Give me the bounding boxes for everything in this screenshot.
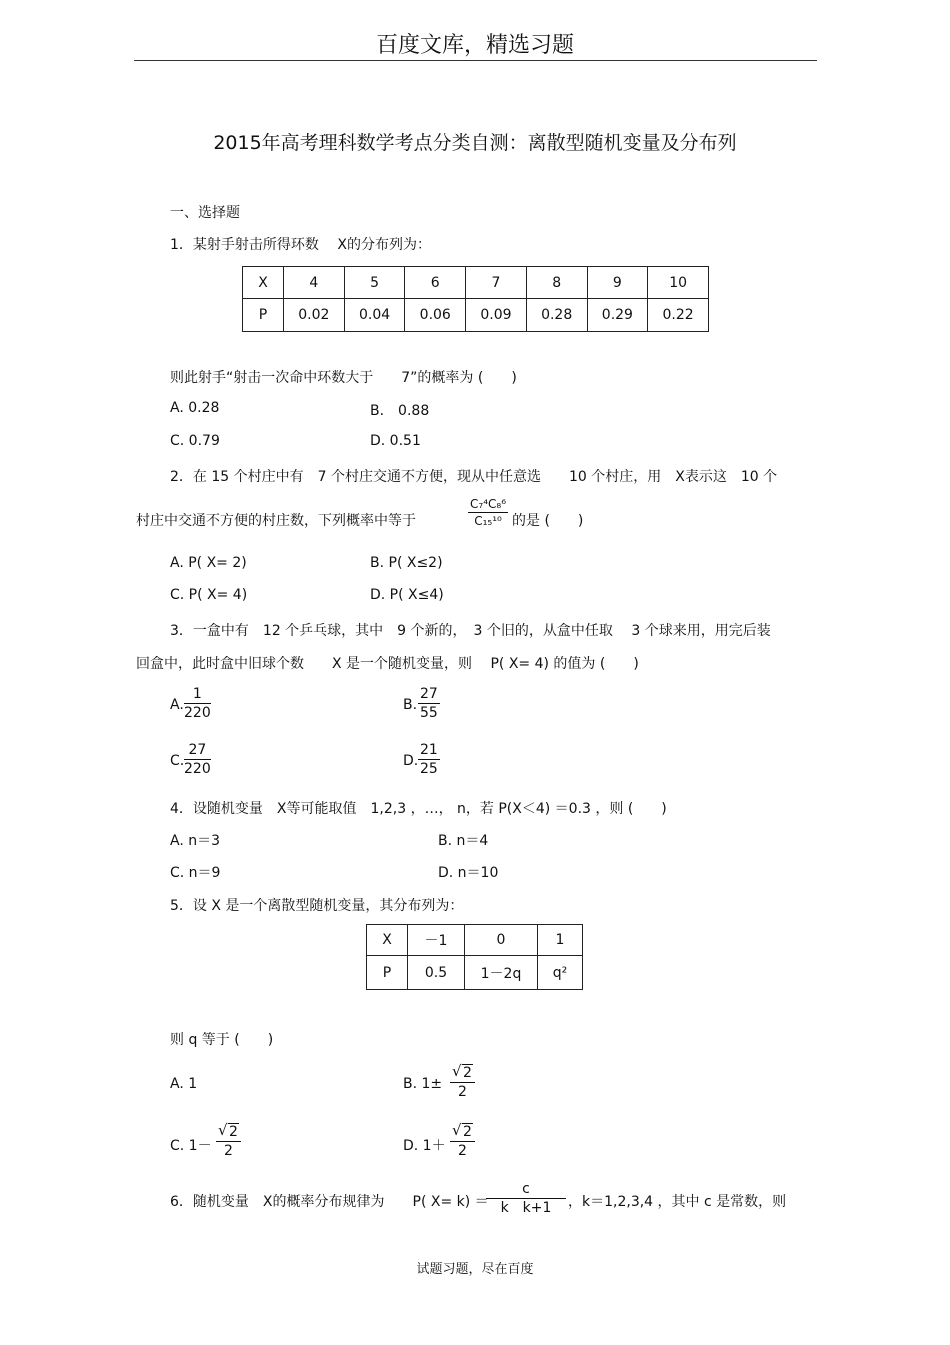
fraction-numerator: c <box>486 1180 566 1199</box>
table-cell: 0 <box>465 925 538 956</box>
fraction-numerator: 27 <box>188 742 207 758</box>
table-cell: 1 <box>538 925 583 956</box>
q3-option-b-label: B. <box>403 697 418 713</box>
q2-option-b: B. P( X≤2) <box>370 555 443 571</box>
fraction-numerator: 27 <box>420 686 438 702</box>
q1-option-a: A. 0.28 <box>170 400 220 416</box>
table-cell: 0.09 <box>466 299 527 332</box>
q2-fraction <box>468 496 508 529</box>
q5-option-d-fraction <box>450 1123 475 1160</box>
document-title: 2015年高考理科数学考点分类自测：离散型随机变量及分布列 <box>213 132 737 154</box>
table-cell: 0.22 <box>648 299 709 332</box>
q1-option-c: C. 0.79 <box>170 433 220 449</box>
q2-option-c: C. P( X= 4) <box>170 587 248 603</box>
table-cell: 9 <box>587 267 648 299</box>
table-cell: 0.28 <box>526 299 587 332</box>
q3-option-d-label: D. <box>403 753 419 769</box>
radicand: 2 <box>463 1124 472 1140</box>
fraction-denominator: 220 <box>184 761 211 777</box>
q1-question: 则此射手“射击一次命中环数大于 7”的概率为 ( ) <box>170 370 517 386</box>
page-header-title: 百度文库，精选习题 <box>375 33 574 58</box>
table-cell: 1－2q <box>465 956 538 990</box>
table-cell: 0.04 <box>344 299 405 332</box>
q2-line1: 2．在 15 个村庄中有 7 个村庄交通不方便，现从中任意选 10 个村庄，用 X表示这 10 个 <box>170 469 778 485</box>
header-divider <box>134 60 817 61</box>
fraction-denominator: k k+1 <box>500 1200 552 1216</box>
q4-option-c: C. n＝9 <box>170 865 221 881</box>
table-cell: 4 <box>284 267 345 299</box>
q2-line2-suffix: 的是 ( ) <box>512 513 584 529</box>
q1-option-d: D. 0.51 <box>370 433 421 449</box>
q1-stem: 1．某射手射击所得环数 X的分布列为： <box>170 237 431 253</box>
fraction-numerator: C₇⁴C₈⁶ <box>470 497 506 511</box>
q3-option-d-fraction <box>418 741 440 778</box>
q6-prefix: 6．随机变量 X的概率分布规律为 P( X= k) ＝ <box>170 1194 489 1210</box>
q3-option-a-label: A. <box>170 697 184 713</box>
table-cell: q² <box>538 956 583 990</box>
table-cell: 10 <box>648 267 709 299</box>
fraction-numerator <box>450 1064 475 1083</box>
q5-option-c-fraction <box>216 1123 241 1160</box>
q5-distribution-table <box>366 924 583 990</box>
q6-suffix: ，k＝1,2,3,4 ，其中 c 是常数，则 <box>568 1194 787 1210</box>
q6-fraction <box>486 1180 566 1217</box>
sqrt-sign: √ 2 <box>452 1062 472 1081</box>
q3-line1: 3．一盒中有 12 个乒乓球，其中 9 个新的， 3 个旧的，从盒中任取 3 个球来用，用完后装 <box>170 623 771 639</box>
q5-stem: 5．设 X 是一个离散型随机变量，其分布列为： <box>170 898 464 914</box>
radicand: 2 <box>463 1065 472 1081</box>
fraction-numerator: 1 <box>192 686 202 702</box>
fraction-numerator <box>216 1123 241 1142</box>
fraction-numerator: 21 <box>420 742 438 758</box>
section-label: 一、选择题 <box>170 205 240 221</box>
table-cell: 0.06 <box>405 299 466 332</box>
q2-line2-prefix: 村庄中交通不方便的村庄数，下列概率中等于 <box>136 513 416 529</box>
radicand: 2 <box>229 1124 238 1140</box>
fraction-denominator: 25 <box>420 761 438 777</box>
q1-option-b: B． 0.88 <box>370 403 430 419</box>
q4-option-b: B. n＝4 <box>438 833 489 849</box>
page-footer: 试题习题，尽在百度 <box>416 1262 534 1277</box>
fraction-denominator: 220 <box>184 705 211 721</box>
table-cell: P <box>243 299 284 332</box>
fraction-numerator <box>450 1123 475 1142</box>
table-cell: 0.5 <box>408 956 465 990</box>
fraction-denominator: 55 <box>420 705 438 721</box>
fraction-denominator: 2 <box>224 1143 233 1159</box>
table-cell: 0.29 <box>587 299 648 332</box>
q3-option-a-fraction <box>184 685 211 722</box>
fraction-denominator: 2 <box>458 1084 467 1100</box>
q3-option-c-fraction <box>184 741 211 778</box>
table-cell: 8 <box>526 267 587 299</box>
table-cell: －1 <box>408 925 465 956</box>
table-cell: 7 <box>466 267 527 299</box>
q3-line2: 回盒中，此时盒中旧球个数 X 是一个随机变量，则 P( X= 4) 的值为 ( ) <box>136 656 639 672</box>
table-cell: 0.02 <box>284 299 345 332</box>
fraction-denominator: 2 <box>458 1143 467 1159</box>
q5-option-b-label: B. 1± <box>403 1076 443 1092</box>
table-cell: 6 <box>405 267 466 299</box>
q5-question: 则 q 等于 ( ) <box>170 1032 274 1048</box>
q3-option-b-fraction <box>418 685 440 722</box>
q5-option-a: A. 1 <box>170 1076 198 1092</box>
q4-option-a: A. n＝3 <box>170 833 221 849</box>
q5-option-b-fraction <box>450 1064 475 1101</box>
table-cell: X <box>367 925 408 956</box>
table-cell: X <box>243 267 284 299</box>
fraction-denominator: C₁₅¹⁰ <box>474 514 502 528</box>
q2-option-d: D. P( X≤4) <box>370 587 444 603</box>
sqrt-sign: √ 2 <box>452 1121 472 1140</box>
sqrt-sign: √ 2 <box>218 1121 238 1140</box>
table-cell: 5 <box>344 267 405 299</box>
q2-option-a: A. P( X= 2) <box>170 555 247 571</box>
q4-stem: 4．设随机变量 X等可能取值 1,2,3 ，…， n，若 P(X＜4) ＝0.3 ，则 ( ) <box>170 801 667 817</box>
q5-option-c-label: C. 1－ <box>170 1138 212 1154</box>
q1-distribution-table <box>242 266 709 332</box>
q4-option-d: D. n＝10 <box>438 865 499 881</box>
table-cell: P <box>367 956 408 990</box>
q5-option-d-label: D. 1＋ <box>403 1138 446 1154</box>
q3-option-c-label: C. <box>170 753 185 769</box>
